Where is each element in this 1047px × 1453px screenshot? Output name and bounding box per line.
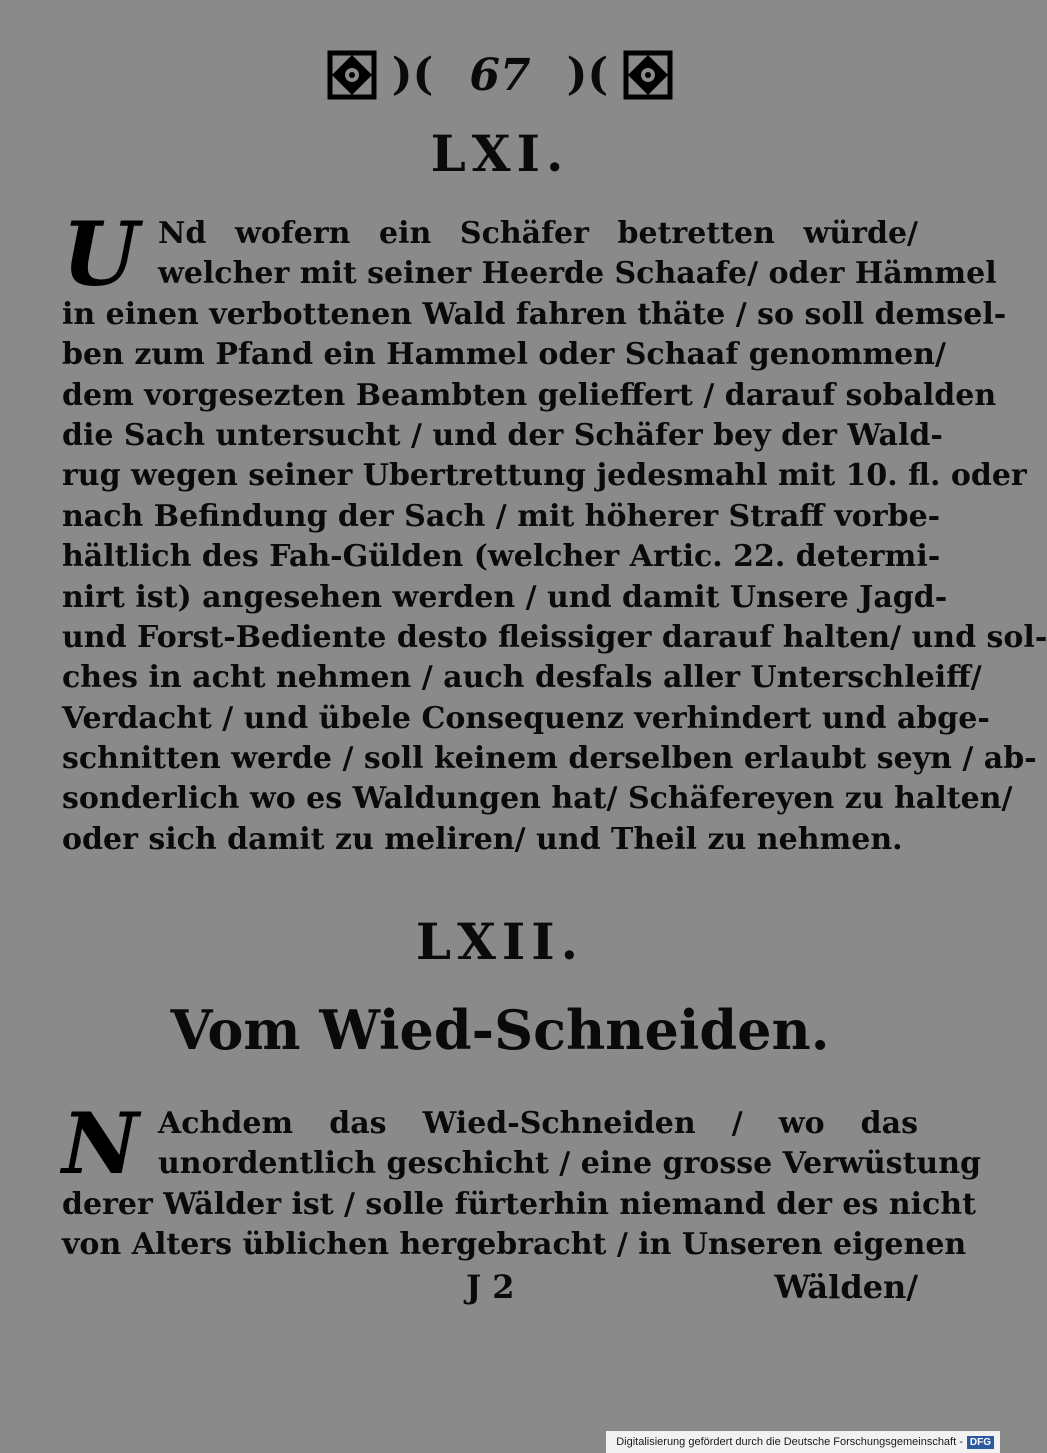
text-line: Nd wofern ein Schäfer betretten würde/ <box>158 216 918 251</box>
text-line: schnitten werde / soll keinem derselben erlaubt seyn / ab- <box>62 741 1037 777</box>
section-lxi-text <box>62 202 1047 874</box>
section-lxii-text <box>62 1094 982 1268</box>
text-line: die Sach untersucht / und der Schäfer bey der Wald- <box>62 417 943 453</box>
text-line: oder sich damit zu meliren/ und Theil zu nehmen. <box>62 821 903 857</box>
section-heading-lxi: LXI. <box>430 124 570 183</box>
text-line: von Alters üblichen hergebracht / in Unseren eigenen <box>62 1227 967 1263</box>
catchword: Wälden/ <box>774 1268 918 1306</box>
header-bracket-left: )( <box>391 49 434 100</box>
section-subtitle: Vom Wied-Schneiden. <box>170 998 830 1062</box>
text-line: welcher mit seiner Heerde Schaafe/ oder Hämmel <box>158 256 997 292</box>
credit-text: Digitalisierung gefördert durch die Deutsche Forschungsgemeinschaft - <box>616 1436 963 1448</box>
text-line: in einen verbottenen Wald fahren thäte / so soll demsel- <box>62 296 1007 332</box>
text-line: sonderlich wo es Waldungen hat/ Schäfereyen zu halten/ <box>62 781 1013 817</box>
text-line: Achdem das Wied-Schneiden / wo das <box>158 1106 918 1141</box>
page-header <box>300 40 700 110</box>
section-heading-lxii: LXII. <box>415 912 585 971</box>
dropcap-n: N <box>62 1094 139 1193</box>
signature-mark: J 2 <box>466 1268 515 1306</box>
fleuron-ornament-left <box>326 49 378 101</box>
fleuron-ornament-right <box>622 49 674 101</box>
text-line: ches in acht nehmen / auch desfals aller Unterschleiff/ <box>62 660 982 696</box>
text-line: Verdacht / und übele Consequenz verhindert und abge- <box>62 700 990 736</box>
dfg-logo[interactable]: DFG <box>967 1436 994 1449</box>
text-line: hältlich des Fah-Gülden (welcher Artic. 22. determi- <box>62 539 941 575</box>
page-catchwords <box>62 1268 918 1318</box>
text-line: nirt ist) angesehen werden / und damit Unsere Jagd- <box>62 579 948 615</box>
text-line: derer Wälder ist / solle fürterhin niemand der es nicht <box>62 1186 976 1222</box>
text-line: unordentlich geschicht / eine grosse Verwüstung <box>158 1146 982 1182</box>
page-number: 67 <box>469 49 531 101</box>
text-line: rug wegen seiner Ubertrettung jedesmahl mit 10. fl. oder <box>62 458 1027 494</box>
digitization-credit <box>606 1431 1000 1453</box>
dropcap-u: U <box>62 202 139 306</box>
text-line: dem vorgesezten Beambten gelieffert / darauf sobalden <box>62 377 997 413</box>
text-line: nach Befindung der Sach / mit höherer Straff vorbe- <box>62 498 941 534</box>
text-line: ben zum Pfand ein Hammel oder Schaaf genommen/ <box>62 337 946 373</box>
header-bracket-right: )( <box>566 49 609 100</box>
text-line: und Forst-Bediente desto fleissiger darauf halten/ und sol- <box>62 619 1047 655</box>
